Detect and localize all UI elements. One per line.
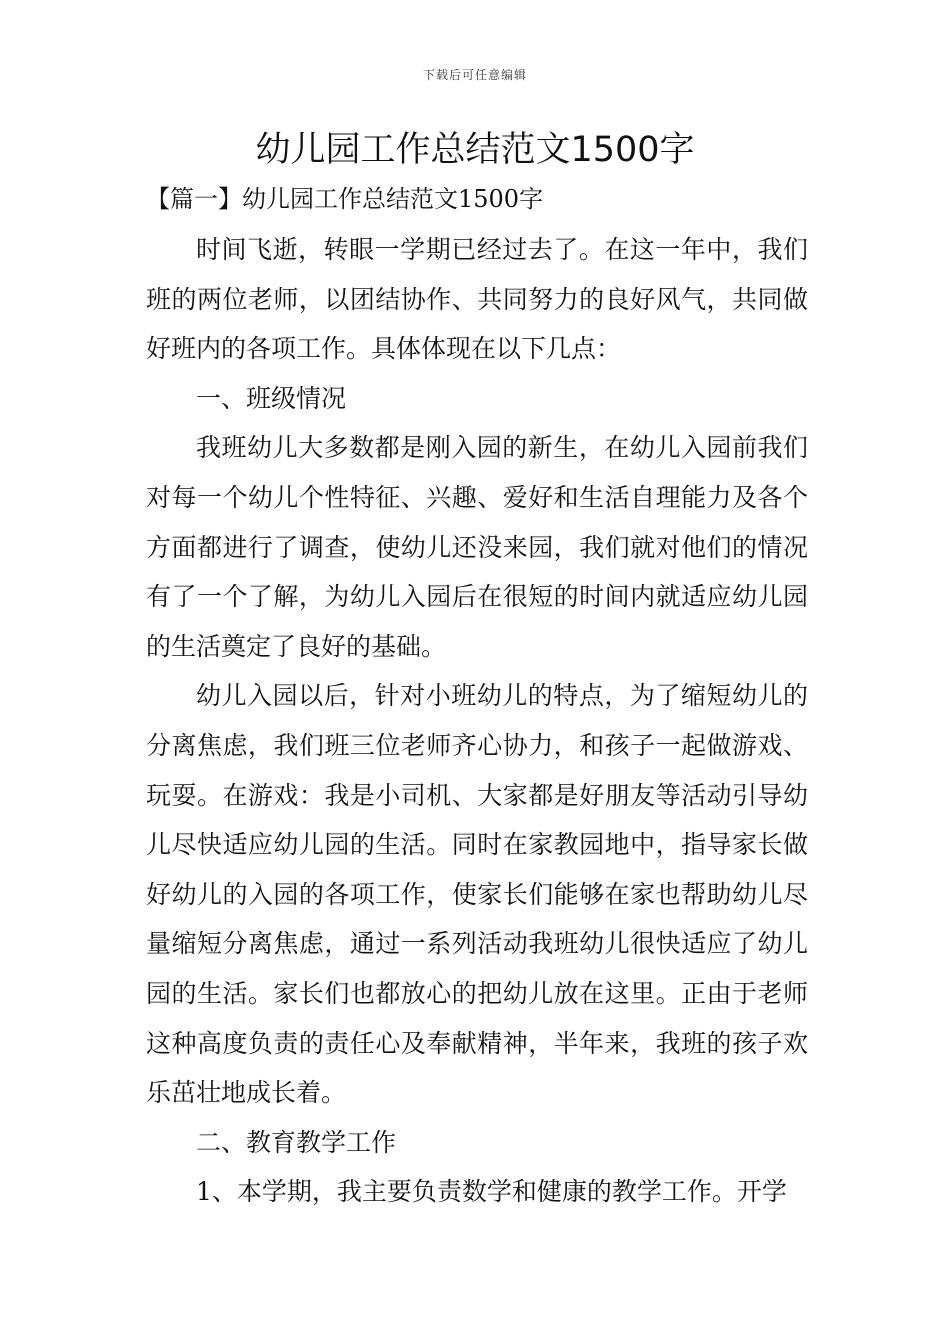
paragraph-adaptation: 幼儿入园以后，针对小班幼儿的特点，为了缩短幼儿的分离焦虑，我们班三位老师齐心协力，和孩子一起做游戏、玩耍。在游戏：我是小司机、大家都是好朋友等活动引导幼儿尽快适应幼儿园的生活。同时在家教园地中，指导家长做好幼儿的入园的各项工作，使家长们能够在家也帮助幼儿尽量缩短分离焦虑，通过一系列活动我班幼儿很快适应了幼儿园的生活。家长们也都放心的把幼儿放在这里。正由于老师这种高度负责的责任心及奉献精神，半年来，我班的孩子欢乐茁壮地成长着。 — [146, 681, 808, 1108]
document-body — [146, 225, 808, 1217]
paragraph-intro: 时间飞逝，转眼一学期已经过去了。在这一年中，我们班的两位老师，以团结协作、共同努力的良好风气，共同做好班内的各项工作。具体体现在以下几点： — [146, 235, 808, 364]
document-title: 幼儿园工作总结范文1500字 — [255, 130, 695, 170]
paragraph-teaching-work: 1、本学期，我主要负责数学和健康的教学工作。开学 — [196, 1177, 787, 1207]
subheading-class-situation: 一、班级情况 — [196, 383, 347, 413]
paragraph-class-situation: 我班幼儿大多数都是刚入园的新生，在幼儿入园前我们对每一个幼儿个性特征、兴趣、爱好和生活自理能力及各个方面都进行了调查，使幼儿还没来园，我们就对他们的情况有了一个了解，为幼儿入园后在很短的时间内就适应幼儿园的生活奠定了良好的基础。 — [146, 433, 808, 661]
page-header-note: 下载后可任意编辑 — [422, 68, 527, 82]
section-heading: 【篇一】幼儿园工作总结范文1500字 — [146, 185, 544, 213]
subheading-teaching-work: 二、教育教学工作 — [196, 1127, 397, 1157]
